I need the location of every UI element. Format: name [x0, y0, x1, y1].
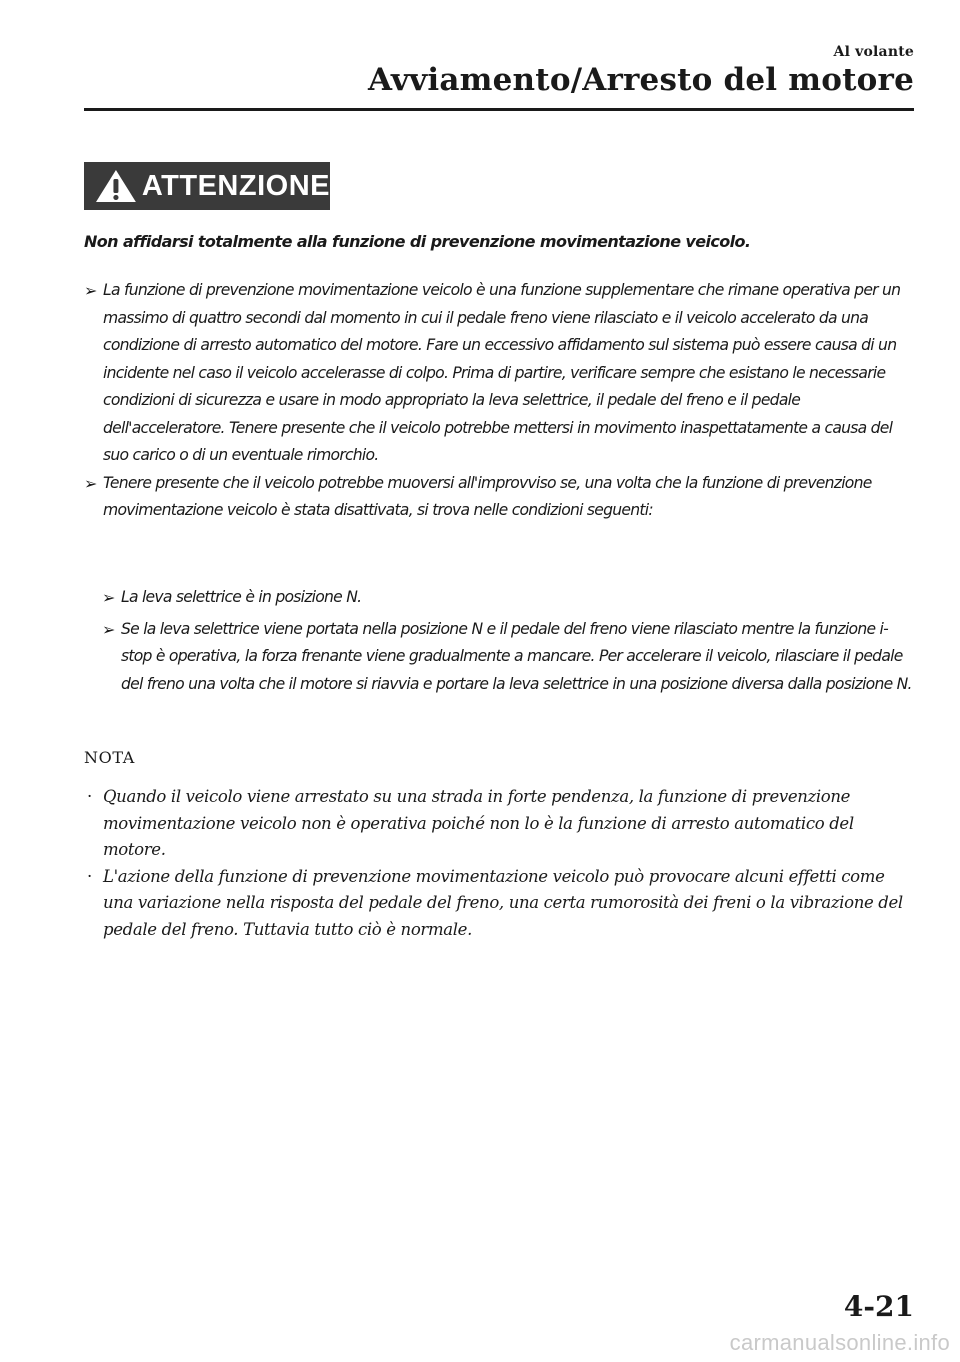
warning-triangle-icon: [94, 168, 138, 204]
list-item: [102, 584, 914, 612]
list-item-text: L'azione della funzione di prevenzione movimentazione veicolo può provocare alcuni effetti come una variazione nella risposta del pedale del freno, una certa rumorosità dei freni o la vibrazione del pedale del freno. Tuttavia tutto ciò è normale.: [103, 866, 903, 939]
list-item: [102, 616, 914, 699]
watermark: carmanualsonline.info: [729, 1330, 950, 1355]
list-item-text: La funzione di prevenzione movimentazione veicolo è una funzione supplementare che rimane operativa per un massimo di quattro secondi dal momento in cui il pedale freno viene rilasciato e il veicolo accelerato da una condizione di arresto automatico del motore. Fare un eccessivo affidamento sul sistema può essere causa di un incidente nel caso il veicolo accelerasse di colpo. Prima di partire, verificare sempre che esistano le necessarie condizioni di sicurezza e usare in modo appropriato la leva selettrice, il pedale del freno e il pedale dell'acceleratore. Tenere presente che il veicolo potrebbe mettersi in movimento inaspettatamente a causa del suo carico o di un eventuale rimorchio.: [103, 281, 901, 464]
page-number: 4-21: [843, 1290, 914, 1323]
warning-label: ATTENZIONE: [141, 169, 330, 202]
warning-lead-text: Non affidarsi totalmente alla funzione di prevenzione movimentazione veicolo.: [84, 232, 751, 251]
list-item-text: Quando il veicolo viene arrestato su una strada in forte pendenza, la funzione di prevenzione movimentazione veicolo non è operativa poiché non lo è la funzione di arresto automatico del motore.: [103, 787, 854, 859]
running-header-section: [834, 44, 914, 60]
note-heading: NOTA: [84, 748, 135, 767]
arrow-bullet-icon: ➢: [84, 473, 97, 493]
list-item-text: La leva selettrice è in posizione N.: [121, 588, 362, 606]
list-item: [84, 277, 914, 470]
arrow-bullet-icon: ➢: [102, 588, 115, 607]
list-item: [84, 784, 914, 864]
arrow-bullet-icon: ➢: [102, 619, 115, 639]
list-item-text: Se la leva selettrice viene portata nella posizione N e il pedale del freno viene rilasciato mentre la funzione i-stop è operativa, la forza frenante viene gradualmente a mancare. Per accelerare il veicolo, rilasciare il pedale del freno una volta che il motore si riavvia e portare la leva selettrice in una posizione diversa dalla posizione N.: [121, 619, 912, 693]
header-divider: [84, 108, 914, 111]
section-name: Al volante: [833, 44, 914, 60]
list-item-text: Tenere presente che il veicolo potrebbe muoversi all'improvviso se, una volta che la funzione di prevenzione movimentazione veicolo è stata disattivata, si trova nelle condizioni seguenti:: [103, 473, 872, 519]
warning-list: [84, 277, 914, 525]
warning-banner: [84, 162, 330, 210]
page-title: Avviamento/Arresto del motore: [367, 62, 914, 98]
note-list: [84, 784, 914, 943]
dot-bullet-icon: ·: [87, 866, 92, 886]
list-item: [84, 864, 914, 944]
arrow-bullet-icon: ➢: [84, 281, 97, 300]
dot-bullet-icon: ·: [87, 787, 92, 806]
list-item: [84, 470, 914, 525]
warning-sublist: [102, 584, 914, 698]
